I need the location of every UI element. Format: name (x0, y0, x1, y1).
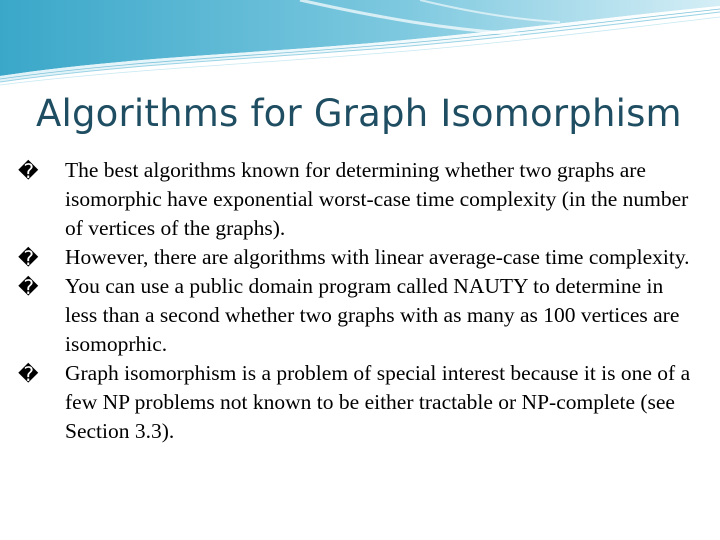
header-wave-decoration (0, 0, 720, 90)
bullet-text: You can use a public domain program called NAUTY to determine in less than a second whether two graphs with as many as 100 vertices are isomoprhic. (65, 274, 680, 356)
bullet-marker-icon: � (18, 246, 39, 270)
bullet-item (18, 243, 698, 272)
bullet-marker-icon: � (18, 275, 39, 299)
bullet-text: Graph isomorphism is a problem of special interest because it is one of a few NP problems not known to be either tractable or NP-complete (see Section 3.3). (65, 361, 691, 443)
bullet-marker-icon: � (18, 362, 39, 386)
bullet-item (18, 156, 698, 243)
slide-title: Algorithms for Graph Isomorphism (36, 92, 682, 135)
bullet-item (18, 359, 698, 446)
bullet-list (18, 156, 698, 446)
bullet-text: The best algorithms known for determining whether two graphs are isomorphic have exponential worst-case time complexity (in the number of vertices of the graphs). (65, 158, 689, 240)
bullet-item (18, 272, 698, 359)
bullet-text: However, there are algorithms with linear average-case time complexity. (65, 245, 690, 269)
bullet-marker-icon: � (18, 159, 39, 183)
